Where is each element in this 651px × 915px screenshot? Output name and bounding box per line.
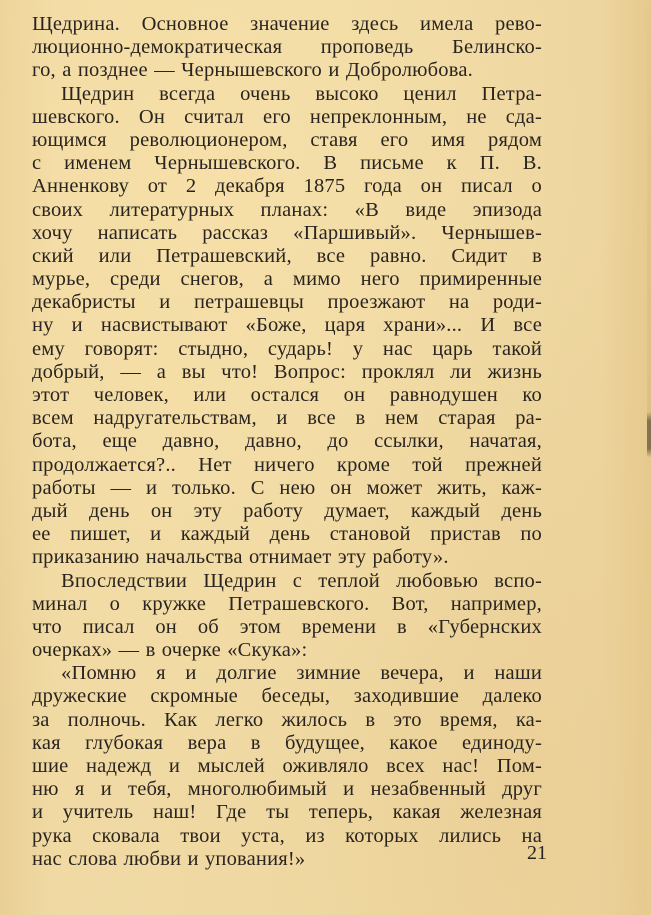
text-line: добрый, — а вы что! Вопрос: проклял ли жизнь: [32, 360, 542, 383]
paragraph-2: [32, 83, 542, 570]
text-line: шие надежд и мыслей оживляло всех нас! Пом-: [32, 755, 542, 777]
text-line: продолжается?.. Нет ничего кроме той прежней: [32, 453, 542, 476]
text-line: своих литературных планах: «В виде эпизода: [32, 198, 542, 221]
text-line: хочу написать рассказ «Паршивый». Чернышев-: [32, 221, 542, 244]
text-line: Щедрина. Основное значение здесь имела рево-: [32, 13, 542, 35]
text-line: ему говорят: стыдно, сударь! у нас царь такой: [32, 337, 542, 360]
page-number: 21: [527, 842, 547, 864]
text-line: ню я и тебя, многолюбимый и незабвенный друг: [32, 778, 542, 801]
text-line: нас слова любви и упования!»: [32, 847, 306, 870]
text-line: что писал он об этом времени в «Губернских: [32, 615, 542, 638]
text-line: «Помню я и долгие зимние вечера, и наши: [61, 662, 542, 685]
text-line: кая глубокая вера в будущее, какое единоду-: [32, 731, 542, 754]
text-line: этот человек, или остался он равнодушен ко: [32, 384, 542, 406]
text-line: дружеские скромные беседы, заходившие далеко: [32, 685, 542, 708]
text-line: всем надругательствам, и все в нем старая ра-: [32, 407, 542, 430]
text-line: Щедрин всегда очень высоко ценил Петра-: [61, 82, 542, 105]
text-line: Анненкову от 2 декабря 1875 года он писал о: [32, 175, 542, 198]
paragraph-1: [32, 13, 542, 83]
text-line: минал о кружке Петрашевского. Вот, например,: [32, 592, 542, 615]
text-line: декабристы и петрашевцы проезжают на роди-: [32, 291, 542, 314]
text-line: ее пишет, и каждый день становой пристав по: [32, 523, 542, 546]
body-text: [32, 13, 542, 871]
page-edge: [647, 0, 651, 915]
text-line: рука сковала твои уста, из которых лились на: [32, 824, 542, 847]
text-line: приказанию начальства отнимает эту работу».: [32, 546, 449, 569]
text-line: очерках» — в очерке «Скука»:: [32, 639, 308, 662]
text-line: го, а позднее — Чернышевского и Добролюбова.: [32, 59, 473, 82]
text-line: работы — и только. С нею он может жить, каж-: [32, 476, 542, 499]
text-line: ский или Петрашевский, все равно. Сидит в: [32, 244, 542, 267]
text-line: шевского. Он считал его непреклонным, не сда-: [32, 105, 542, 128]
text-line: Впоследствии Щедрин с теплой любовью вспо-: [61, 569, 542, 592]
text-line: за полночь. Как легко жилось в это время, ка-: [32, 708, 542, 731]
text-line: ну и насвистывают «Боже, царя храни»... И все: [32, 314, 542, 337]
text-line: ющимся революционером, ставя его имя рядом: [32, 128, 542, 151]
paragraph-4-quotation: [32, 662, 542, 871]
text-line: бота, еще давно, давно, до ссылки, начатая,: [32, 430, 542, 453]
paragraph-3: [32, 570, 542, 663]
text-line: мурье, среди снегов, а мимо него примиренные: [32, 268, 542, 291]
text-line: дый день он эту работу думает, каждый день: [32, 499, 542, 522]
text-line: и учитель наш! Где ты теперь, какая железная: [32, 801, 542, 824]
text-line: с именем Чернышевского. В письме к П. В.: [32, 152, 542, 175]
text-line: люционно-демократическая проповедь Белинско-: [32, 36, 542, 59]
